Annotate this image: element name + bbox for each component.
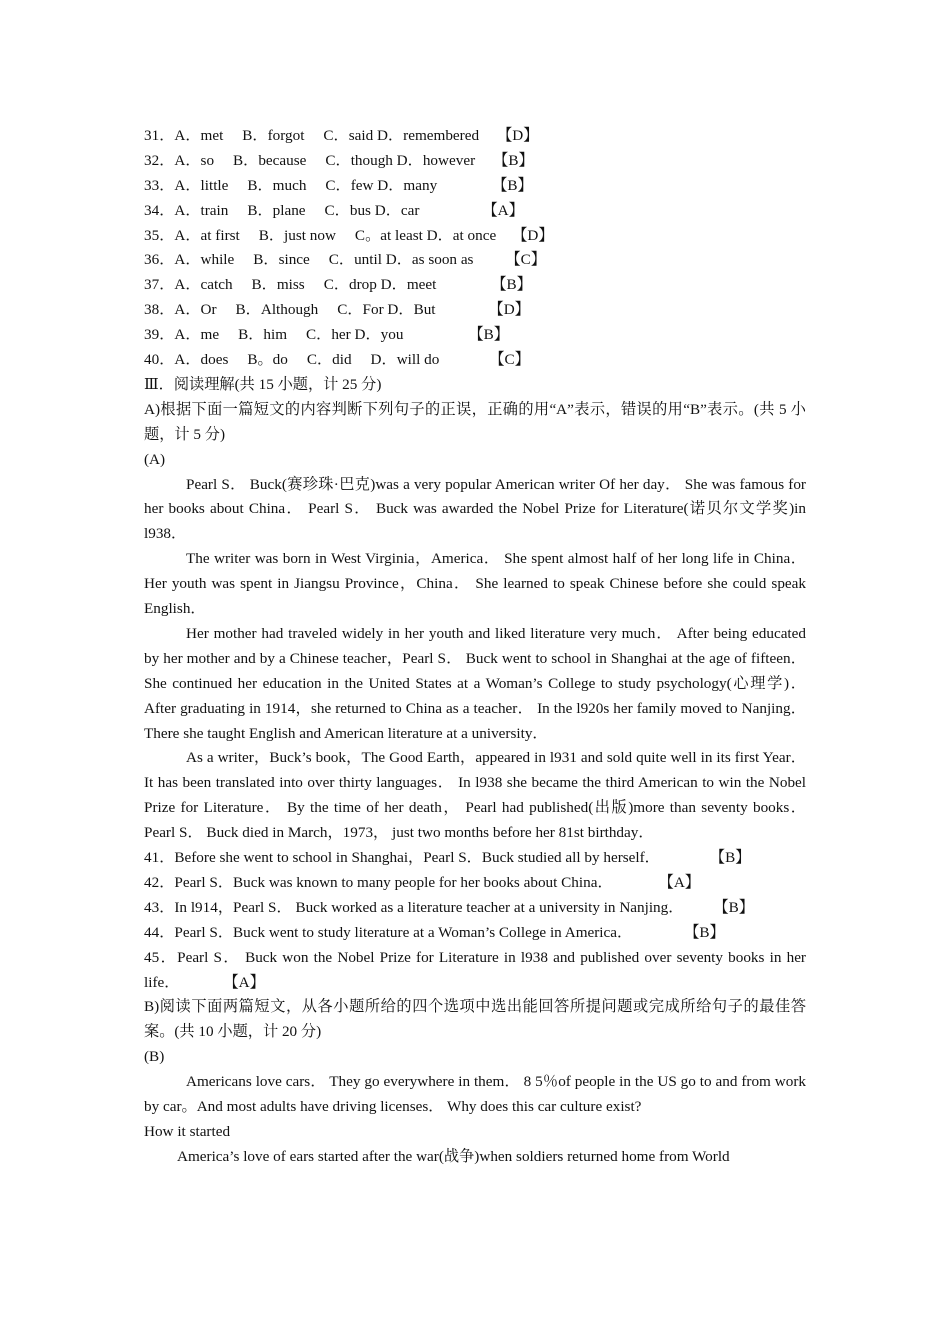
question-45 [144,946,806,996]
question-text: 43．In l914，Pearl S． Buck worked as a literature teacher at a university in Nanjing． [144,898,684,916]
cloze-answer-key: 【D】 [512,226,554,244]
passage-a-paragraph-2: The writer was born in West Virginia，America． She spent almost half of her long life in China． Her youth was spent in Jiangsu Province，China． She learned to speak Chinese before she could speak English． [144,550,806,618]
true-false-question [144,846,806,871]
section-title: Ⅲ．阅读理解(共 15 小题，计 25 分) [144,375,382,393]
passage-b-paragraph-2: America’s love of ears started after the war(战争)when soldiers returned home from World [177,1147,730,1165]
cloze-options: 34．A．train B．plane C．bus D．car [144,201,420,219]
cloze-answer-key: 【B】 [468,326,509,344]
passage-a-paragraph-4: As a writer，Buck’s book，The Good Earth，appeared in l931 and sold quite well in its first Year． It has been translated into over thirty languages． In l938 she became the third American to win the Nobel Prize for Literature． By the time of her death， Pearl had published(出版)more than seventy books． Pearl S． Buck died in March，1973， just two months before her 81st birthday． [144,749,806,842]
cloze-answer-row [144,323,806,348]
passage-b-subheading: How it started [144,1122,231,1140]
part-a-instruction: A)根据下面一篇短文的内容判断下列句子的正误，正确的用“A”表示，错误的用“B”表示。(共 5 小题，计 5 分) [144,400,806,443]
question-45-text: 45．Pearl S． Buck won the Nobel Prize for Literature in l938 and published over seventy books in her life． [144,948,806,991]
cloze-answer-key: 【B】 [493,151,534,169]
cloze-options: 31．A．met B．forgot C．said D．remembered [144,127,480,144]
question-45-answer: 【A】 [223,973,265,991]
true-false-question [144,896,806,921]
cloze-answer-row [144,199,806,224]
cloze-answer-key: 【C】 [505,251,546,269]
cloze-answer-key: 【D】 [497,127,539,144]
true-false-questions [144,846,806,946]
cloze-options: 40．A．does B。do C．did D．will do [144,351,440,369]
cloze-answer-list [144,124,806,373]
cloze-answer-row [144,248,806,273]
cloze-answer-key: 【C】 [489,351,530,369]
question-answer-key: 【B】 [684,923,725,941]
cloze-options: 36．A．while B．since C．until D．as soon as [144,251,474,269]
cloze-options: 37．A．catch B．miss C．drop D．meet [144,276,437,294]
passage-a-paragraph-3: Her mother had traveled widely in her youth and liked literature very much． After being educated by her mother and by a Chinese teacher，Pearl S． Buck went to school in Shanghai at the age of fifteen． She continued her education in the United States at a Woman’s College to study psychology(心理学)． After graduating in 1914，she returned to China as a teacher． In the l920s her family moved to Nanjing． There she taught English and American literature at a university． [144,624,806,742]
cloze-options: 38．A．Or B．Although C．For D．But [144,301,436,319]
exam-page [144,124,806,1170]
part-b-instruction: B)阅读下面两篇短文，从各小题所给的四个选项中选出能回答所提问题或完成所给句子的最佳答案。(共 10 小题，计 20 分) [144,998,806,1041]
passage-a-paragraph-1: Pearl S． Buck(赛珍珠·巴克)was a very popular American writer Of her day． She was famous for her books about China． Pearl S． Buck was awarded the Nobel Prize for Literature(诺贝尔文学奖)in l938． [144,475,806,543]
cloze-answer-key: 【A】 [482,201,524,219]
question-answer-key: 【B】 [713,898,754,916]
cloze-options: 39．A．me B．him C．her D．you [144,326,404,344]
question-answer-key: 【B】 [709,849,751,867]
cloze-answer-row [144,298,806,323]
cloze-answer-row [144,273,806,298]
cloze-answer-row [144,124,806,149]
cloze-answer-row [144,224,806,249]
cloze-options: 35．A．at first B．just now C。at least D．at once [144,226,497,244]
part-b-label: (B) [144,1048,165,1066]
cloze-answer-key: 【D】 [488,301,530,319]
passage-b-paragraph-1: Americans love cars． They go everywhere in them． 8 5％of people in the US go to and from work by car。And most adults have driving licenses． Why does this car culture exist? [144,1073,806,1116]
question-text: 44．Pearl S．Buck went to study literature at a Woman’s College in America． [144,923,633,941]
cloze-options: 33．A．little B．much C．few D．many [144,176,438,194]
cloze-answer-row [144,348,806,373]
question-text: 41．Before she went to school in Shanghai，Pearl S．Buck studied all by herself． [144,849,660,867]
question-answer-key: 【A】 [658,873,700,891]
cloze-answer-row [144,174,806,199]
true-false-question [144,871,806,896]
cloze-answer-key: 【B】 [492,176,533,194]
cloze-answer-key: 【B】 [491,276,532,294]
part-a-label: (A) [144,450,166,468]
cloze-answer-row [144,149,806,174]
true-false-question [144,921,806,946]
cloze-options: 32．A．so B．because C．though D．however [144,151,476,169]
question-text: 42．Pearl S．Buck was known to many people for her books about China． [144,873,613,891]
